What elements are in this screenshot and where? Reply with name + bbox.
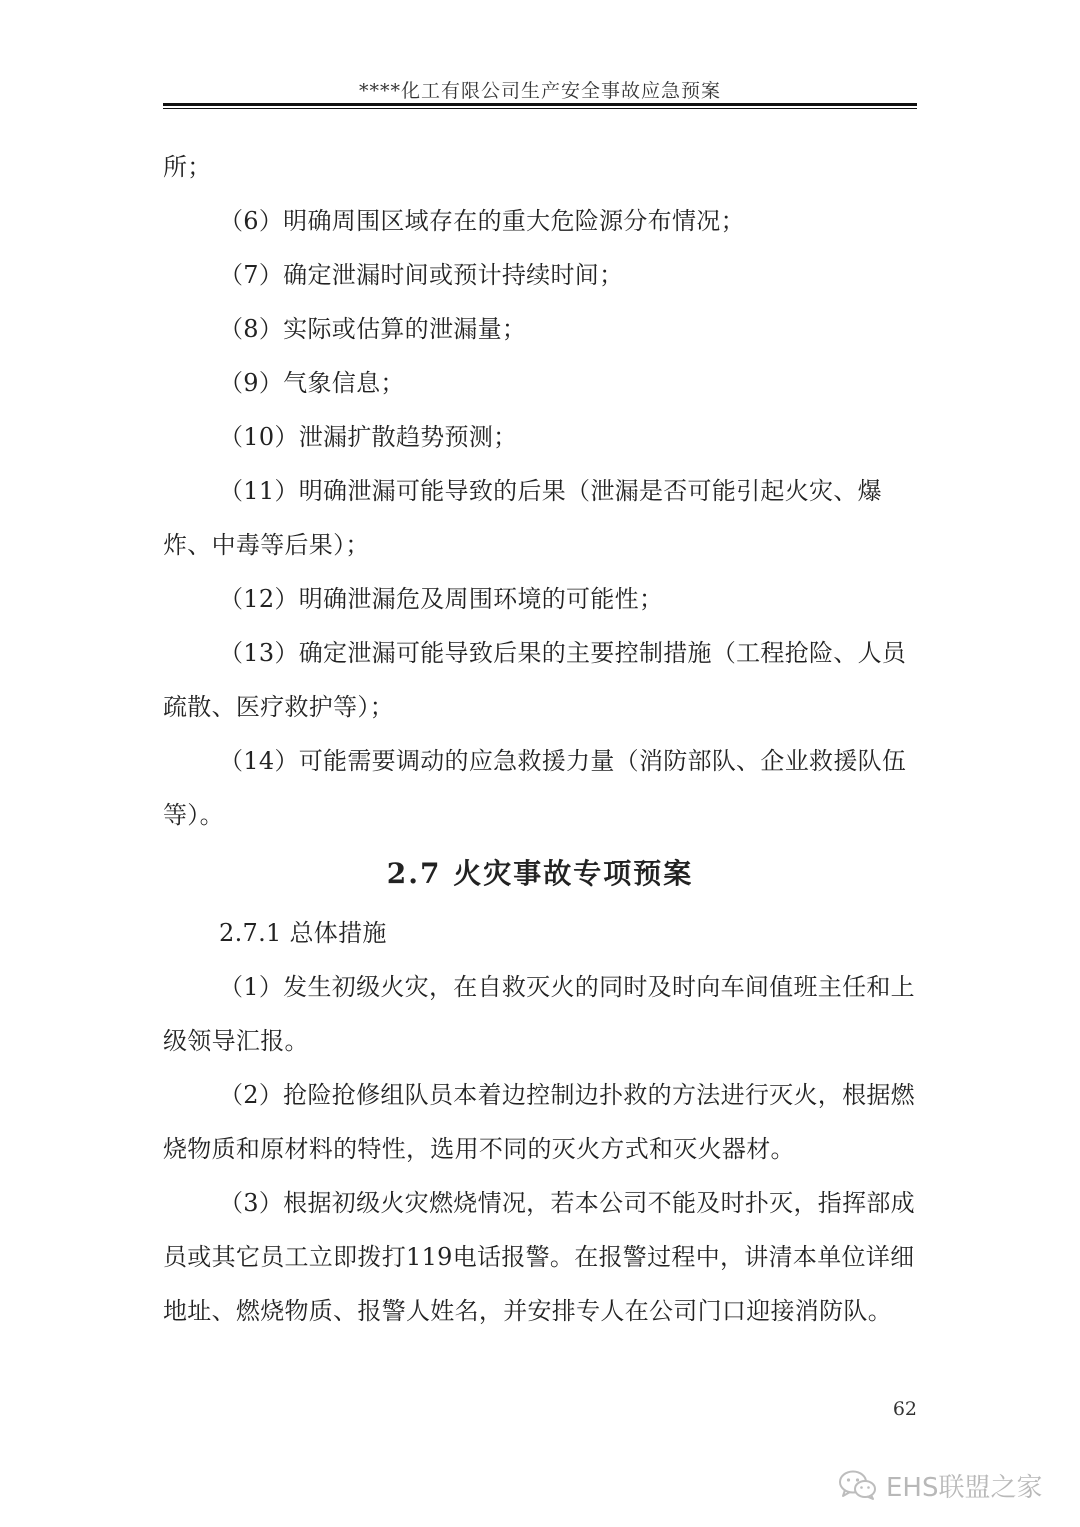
paragraph: 所； [163,153,212,181]
paragraph: （13）确定泄漏可能导致后果的主要控制措施（工程抢险、人员疏散、医疗救护等）； [163,639,907,721]
watermark-text: EHS联盟之家 [886,1472,1043,1503]
paragraph: （12）明确泄漏危及周围环境的可能性； [219,585,664,613]
paragraph: （6）明确周围区域存在的重大危险源分布情况； [219,207,745,235]
header-rule-thick [163,103,917,106]
document-body [163,140,917,1338]
page-number: 62 [892,1398,917,1420]
paragraph: （9）气象信息； [219,369,405,397]
paragraph: （2）抢险抢修组队员本着边控制边扑救的方法进行灭火，根据燃烧物质和原材料的特性，选用不同的灭火方式和灭火器材。 [163,1081,915,1163]
paragraph: （10）泄漏扩散趋势预测； [219,423,518,451]
paragraph: （1）发生初级火灾，在自救灭火的同时及时向车间值班主任和上级领导汇报。 [163,973,915,1055]
page-header: ****化工有限公司生产安全事故应急预案 [358,80,721,102]
paragraph: （8）实际或估算的泄漏量； [219,315,527,343]
section-title: 2.7 火灾事故专项预案 [386,857,694,890]
paragraph: （14）可能需要调动的应急救援力量（消防部队、企业救援队伍等）。 [163,747,907,829]
wechat-icon [838,1469,878,1501]
subsection-title: 2.7.1 总体措施 [219,919,387,947]
paragraph: （11）明确泄漏可能导致的后果（泄漏是否可能引起火灾、爆炸、中毒等后果）； [163,477,882,559]
paragraph: （3）根据初级火灾燃烧情况，若本公司不能及时扑灭，指挥部成员或其它员工立即拨打119电话报警。在报警过程中，讲清本单位详细地址、燃烧物质、报警人姓名，并安排专人在公司门口迎接消防队。 [163,1189,915,1325]
header-rule-thin [163,108,917,109]
paragraph: （7）确定泄漏时间或预计持续时间； [219,261,624,289]
watermark [838,1467,1042,1503]
